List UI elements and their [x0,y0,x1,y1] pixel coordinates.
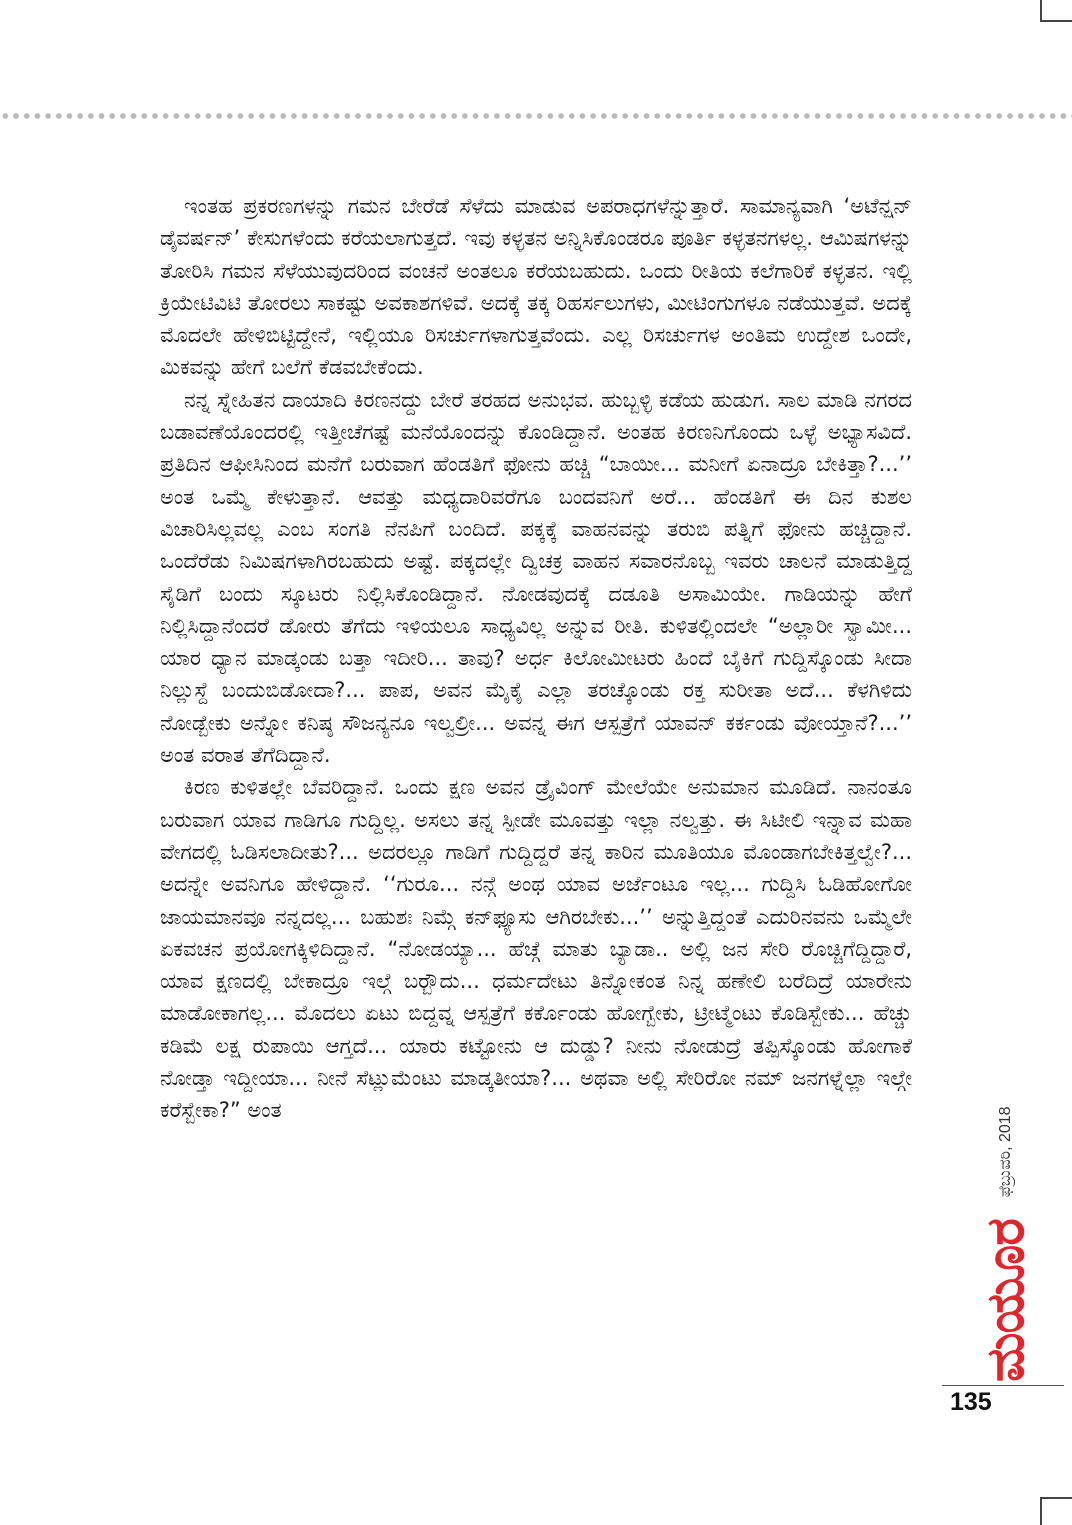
crop-mark-bottom-right-vertical [1040,1497,1042,1525]
paragraph-1: ಇಂತಹ ಪ್ರಕರಣಗಳನ್ನು ಗಮನ ಬೇರೆಡೆ ಸೆಳೆದು ಮಾಡುವ ಅಪರಾಧಗಳೆನ್ನುತ್ತಾರೆ. ಸಾಮಾನ್ಯವಾಗಿ ‘ಅಟೆನ್ಷನ್ ಡೈವರ್ಷನ್’ ಕೇಸುಗಳೆಂದು ಕರೆಯಲಾಗುತ್ತದೆ. ಇವು ಕಳ್ಳತನ ಅನ್ನಿಸಿಕೊಂಡರೂ ಪೂರ್ತಿ ಕಳ್ಳತನಗಳಲ್ಲ. ಆಮಿಷಗಳನ್ನು ತೋರಿಸಿ ಗಮನ ಸೆಳೆಯುವುದರಿಂದ ವಂಚನೆ ಅಂತಲೂ ಕರೆಯಬಹುದು. ಒಂದು ರೀತಿಯ ಕಲೆಗಾರಿಕೆ ಕಳ್ಳತನ. ಇಲ್ಲಿ ಕ್ರಿಯೇಟಿವಿಟಿ ತೋರಲು ಸಾಕಷ್ಟು ಅವಕಾಶಗಳಿವೆ. ಅದಕ್ಕೆ ತಕ್ಕ ರಿಹರ್ಸಲುಗಳು, ಮೀಟಿಂಗುಗಳೂ ನಡೆಯುತ್ತವೆ. ಅದಕ್ಕೆ ಮೊದಲೇ ಹೇಳಿಬಿಟ್ಟಿದ್ದೇನೆ, ಇಲ್ಲಿಯೂ ರಿಸರ್ಚುಗಳಾಗುತ್ತವೆಂದು. ಎಲ್ಲ ರಿಸರ್ಚುಗಳ ಅಂತಿಮ ಉದ್ದೇಶ ಒಂದೇ, ಮಿಕವನ್ನು ಹೇಗೆ ಬಲೆಗೆ ಕೆಡವಬೇಕೆಂದು. [160,194,912,380]
side-masthead [940,1092,1036,1382]
crop-mark-top-right-horizontal [1040,20,1072,22]
issue-date: ಫೆಬ್ರುವರಿ, 2018 [997,1106,1014,1198]
crop-mark-top-right-vertical [1040,0,1042,22]
article-body [160,190,912,1127]
folio-rule [942,1385,1064,1386]
dotted-separator [0,112,1072,120]
magazine-logo: ಮಯೂರ [976,1219,1036,1382]
crop-mark-bottom-right-horizontal [1040,1497,1072,1499]
paragraph-3: ಕಿರಣ ಕುಳಿತಲ್ಲೇ ಬೆವರಿದ್ದಾನೆ. ಒಂದು ಕ್ಷಣ ಅವನ ಡ್ರೈವಿಂಗ್ ಮೇಲೆಯೇ ಅನುಮಾನ ಮೂಡಿದೆ. ನಾನಂತೂ ಬರುವಾಗ ಯಾವ ಗಾಡಿಗೂ ಗುದ್ದಿಲ್ಲ. ಅಸಲು ತನ್ನ ಸ್ಪೀಡೇ ಮೂವತ್ತು ಇಲ್ಲಾ ನಲ್ವತ್ತು. ಈ ಸಿಟೀಲಿ ಇನ್ನಾವ ಮಹಾ ವೇಗದಲ್ಲಿ ಓಡಿಸಲಾದೀತು?... ಅದರಲ್ಲೂ ಗಾಡಿಗೆ ಗುದ್ದಿದ್ದರೆ ತನ್ನ ಕಾರಿನ ಮೂತಿಯೂ ಮೊಂಡಾಗಬೇಕಿತ್ತಲ್ವೇ?... ಅದನ್ನೇ ಅವನಿಗೂ ಹೇಳಿದ್ದಾನೆ. ‘‘ಗುರೂ... ನನ್ಗೆ ಅಂಥ ಯಾವ ಅರ್ಜೆಂಟೂ ಇಲ್ಲ... ಗುದ್ದಿಸಿ ಓಡಿಹೋಗೋ ಜಾಯಮಾನವೂ ನನ್ನದಲ್ಲ... ಬಹುಶಃ ನಿಮ್ಗೆ ಕನ್‌ಫ್ಯೂಸು ಆಗಿರಬೇಕು...’’ ಅನ್ನುತ್ತಿದ್ದಂತೆ ಎದುರಿನವನು ಒಮ್ಮೆಲೇ ಏಕವಚನ ಪ್ರಯೋಗಕ್ಕಿಳಿದಿದ್ದಾನೆ. “ನೋಡಯ್ಯಾ... ಹೆಚ್ಗೆ ಮಾತು ಬ್ಯಾಡಾ.. ಅಲ್ಲಿ ಜನ ಸೇರಿ ರೊಚ್ಚಿಗೆದ್ದಿದ್ದಾರೆ, ಯಾವ ಕ್ಷಣದಲ್ಲಿ ಬೇಕಾದ್ರೂ ಇಲ್ಗೆ ಬರ್‍ಬೌದು... ಧರ್ಮದೇಟು ತಿನ್ನೋಕಂತ ನಿನ್ನ ಹಣೇಲಿ ಬರೆದಿದ್ರೆ ಯಾರೇನು ಮಾಡೋಕಾಗಲ್ಲ... ಮೊದಲು ಏಟು ಬಿದ್ದವ್ನ ಆಸ್ಪತ್ರೆಗೆ ಕರ್ಕೊಂಡು ಹೋಗ್ಬೇಕು, ಟ್ರೀಟ್ಮೆಂಟು ಕೊಡಿಸ್ಬೇಕು... ಹೆಚ್ಚು ಕಡಿಮೆ ಲಕ್ಷ ರುಪಾಯಿ ಆಗ್ತದೆ... ಯಾರು ಕಟ್ಟೋನು ಆ ದುಡ್ಡು? ನೀನು ನೋಡುದ್ರೆ ತಪ್ಪಿಸ್ಕೊಂಡು ಹೋಗಾಕೆ ನೋಡ್ತಾ ಇದ್ದೀಯಾ... ನೀನೆ ಸೆಟ್ಲುಮೆಂಟು ಮಾಡ್ಕತೀಯಾ?... ಅಥವಾ ಅಲ್ಲಿ ಸೇರಿರೋ ನಮ್ ಜನಗಳ್ನೆಲ್ಲಾ ಇಲ್ಗೇ ಕರೆಸ್ಬೇಕಾ?” ಅಂತ [160,775,912,1123]
paragraph-2: ನನ್ನ ಸ್ನೇಹಿತನ ದಾಯಾದಿ ಕಿರಣನದ್ದು ಬೇರೆ ತರಹದ ಅನುಭವ. ಹುಬ್ಬಳ್ಳಿ ಕಡೆಯ ಹುಡುಗ. ಸಾಲ ಮಾಡಿ ನಗರದ ಬಡಾವಣೆಯೊಂದರಲ್ಲಿ ಇತ್ತೀಚೆಗಷ್ಟೆ ಮನೆಯೊಂದನ್ನು ಕೊಂಡಿದ್ದಾನೆ. ಅಂತಹ ಕಿರಣನಿಗೊಂದು ಒಳ್ಳೆ ಅಭ್ಯಾಸವಿದೆ. ಪ್ರತಿದಿನ ಆಫೀಸಿನಿಂದ ಮನೆಗೆ ಬರುವಾಗ ಹೆಂಡತಿಗೆ ಫೋನು ಹಚ್ಚಿ “ಬಾಯೀ... ಮನೀಗೆ ಏನಾದ್ರೂ ಬೇಕಿತ್ತಾ?...’’ ಅಂತ ಒಮ್ಮೆ ಕೇಳುತ್ತಾನೆ. ಆವತ್ತು ಮಧ್ಯದಾರಿವರೆಗೂ ಬಂದವನಿಗೆ ಅರೆ... ಹೆಂಡತಿಗೆ ಈ ದಿನ ಕುಶಲ ವಿಚಾರಿಸಿಲ್ಲವಲ್ಲ ಎಂಬ ಸಂಗತಿ ನೆನಪಿಗೆ ಬಂದಿದೆ. ಪಕ್ಕಕ್ಕೆ ವಾಹನವನ್ನು ತರುಬಿ ಪತ್ನಿಗೆ ಫೋನು ಹಚ್ಚಿದ್ದಾನೆ. ಒಂದೆರೆಡು ನಿಮಿಷಗಳಾಗಿರಬಹುದು ಅಷ್ಟೆ. ಪಕ್ಕದಲ್ಲೇ ದ್ವಿಚಕ್ರ ವಾಹನ ಸವಾರನೊಬ್ಬ ಇವರು ಚಾಲನೆ ಮಾಡುತ್ತಿದ್ದ ಸೈಡಿಗೆ ಬಂದು ಸ್ಕೂಟರು ನಿಲ್ಲಿಸಿಕೊಂಡಿದ್ದಾನೆ. ನೋಡವುದಕ್ಕೆ ದಡೂತಿ ಅಸಾಮಿಯೇ. ಗಾಡಿಯನ್ನು ಹೇಗೆ ನಿಲ್ಲಿಸಿದ್ದಾನೆಂದರೆ ಡೋರು ತೆಗೆದು ಇಳಿಯಲೂ ಸಾಧ್ಯವಿಲ್ಲ ಅನ್ನುವ ರೀತಿ. ಕುಳಿತಲ್ಲಿಂದಲೇ “ಅಲ್ಲಾರೀ ಸ್ವಾಮೀ... ಯಾರ ಧ್ಯಾನ ಮಾಡ್ಕಂಡು ಬತ್ತಾ ಇದೀರಿ... ತಾವು? ಅರ್ಧ ಕಿಲೋಮೀಟರು ಹಿಂದೆ ಬೈಕಿಗೆ ಗುದ್ದಿಸ್ಕೊಂಡು ಸೀದಾ ನಿಲ್ಲುಸ್ದೆ ಬಂದುಬಿಡೋದಾ?... ಪಾಪ, ಅವನ ಮೈಕೈ ಎಲ್ಲಾ ತರಚ್ಕೊಂಡು ರಕ್ತ ಸುರೀತಾ ಅದೆ... ಕೆಳಗಿಳಿದು ನೋಡ್ಬೇಕು ಅನ್ನೋ ಕನಿಷ್ಠ ಸೌಜನ್ಯನೂ ಇಲ್ವಲ್ರೀ... ಅವನ್ನ ಈಗ ಆಸ್ಪತ್ರೆಗೆ ಯಾವನ್ ಕರ್ಕಂಡು ವೋಯ್ತಾನೆ?...’’ ಅಂತ ವರಾತ ತೆಗೆದಿದ್ದಾನೆ. [160,387,912,768]
page-number: 135 [950,1388,992,1416]
